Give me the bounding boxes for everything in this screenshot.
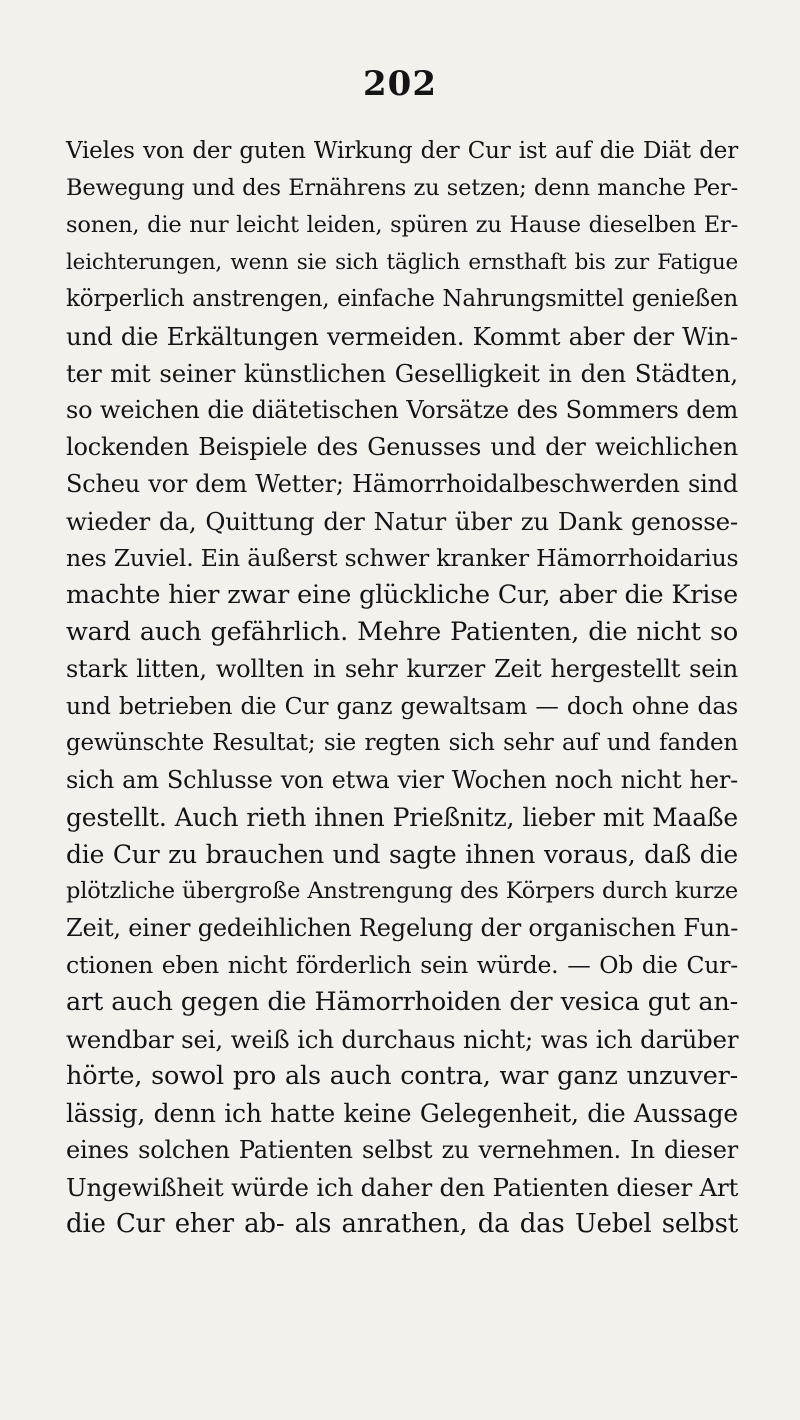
- text-line: gewünschte Resultat; sie regten sich sehr auf und fanden: [66, 730, 738, 756]
- text-line: plötzliche übergroße Anstrengung des Körpers durch kurze: [66, 878, 738, 904]
- page-number: 202: [363, 64, 437, 104]
- text-line: wendbar sei, weiß ich durchaus nicht; was ich darüber: [66, 1025, 739, 1054]
- text-line: Scheu vor dem Wetter; Hämorrhoidalbeschwerden sind: [66, 470, 738, 498]
- body-text: [66, 133, 738, 1243]
- text-line: ter mit seiner künstlichen Geselligkeit in den Städten,: [66, 359, 738, 388]
- text-line: und die Erkältungen vermeiden. Kommt aber der Win-: [66, 322, 738, 351]
- text-line: ward auch gefährlich. Mehre Patienten, die nicht so: [66, 617, 738, 647]
- text-line: machte hier zwar eine glückliche Cur, aber die Krise: [66, 580, 738, 610]
- text-line: so weichen die diätetischen Vorsätze des Sommers dem: [66, 396, 738, 424]
- text-line: stark litten, wollten in sehr kurzer Zeit hergestellt sein: [66, 655, 738, 683]
- text-line: die Cur zu brauchen und sagte ihnen voraus, daß die: [66, 840, 738, 869]
- text-line: art auch gegen die Hämorrhoiden der vesica gut an-: [66, 987, 738, 1017]
- text-line: wieder da, Quittung der Natur über zu Dank genosse-: [66, 507, 738, 536]
- text-line: lässig, denn ich hatte keine Gelegenheit, die Aussage: [66, 1099, 738, 1128]
- text-line: hörte, sowol pro als auch contra, war ganz unzuver-: [66, 1061, 738, 1091]
- text-line: leichterungen, wenn sie sich täglich ernsthaft bis zur Fatigue: [66, 250, 738, 275]
- text-line: Ungewißheit würde ich daher den Patienten dieser Art: [66, 1173, 739, 1202]
- text-line: Vieles von der guten Wirkung der Cur ist auf die Diät der: [66, 138, 738, 164]
- text-line: nes Zuviel. Ein äußerst schwer kranker Hämorrhoidarius: [66, 544, 739, 572]
- text-line: Zeit, einer gedeihlichen Regelung der organischen Fun-: [66, 914, 739, 942]
- text-line: gestellt. Auch rieth ihnen Prießnitz, lieber mit Maaße: [66, 803, 738, 832]
- text-line: ctionen eben nicht förderlich sein würde. — Ob die Cur-: [66, 951, 738, 979]
- text-line: die Cur eher ab- als anrathen, da das Uebel selbst: [66, 1209, 738, 1239]
- text-line: eines solchen Patienten selbst zu vernehmen. In dieser: [66, 1136, 738, 1164]
- text-line: sonen, die nur leicht leiden, spüren zu Hause dieselben Er-: [66, 212, 738, 238]
- text-line: körperlich anstrengen, einfache Nahrungsmittel genießen: [66, 286, 738, 312]
- text-line: sich am Schlusse von etwa vier Wochen noch nicht her-: [66, 766, 738, 794]
- text-line: und betrieben die Cur ganz gewaltsam — doch ohne das: [66, 692, 738, 720]
- text-line: lockenden Beispiele des Genusses und der weichlichen: [66, 433, 738, 461]
- text-line: Bewegung und des Ernährens zu setzen; denn manche Per-: [66, 175, 738, 201]
